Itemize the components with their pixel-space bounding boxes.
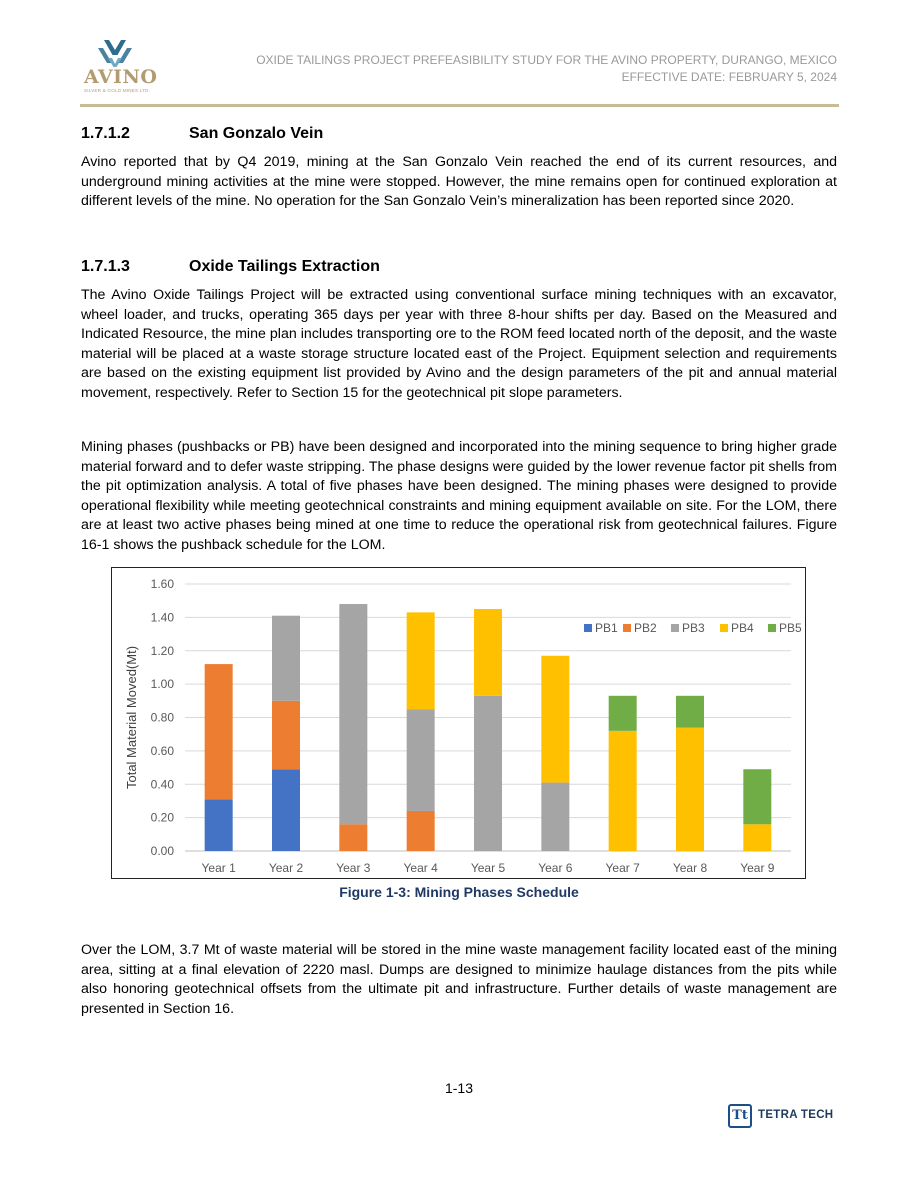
- y-tick-label: 1.60: [150, 577, 174, 591]
- bar-pb2: [272, 701, 300, 769]
- y-tick-label: 1.20: [150, 643, 174, 658]
- bar-pb3: [474, 696, 502, 851]
- tetra-tech-logo-icon: Tt: [728, 1104, 752, 1128]
- x-tick-label: Year 2: [268, 861, 304, 875]
- paragraph: The Avino Oxide Tailings Project will be extracted using conventional surface mining techniques with an excavator, wheel loader, and trucks, operating 365 days per year with three 8-hour shifts per day. Based on the Measured and Indicated Resource, the mine plan includes transporting ore to the ROM feed located north of the deposit, and the waste material will be placed at a waste storage structure located east of the Project. Equipment selection and requirements are based on the existing equipment list provided by Avino and the design parameters of the pit and annual material movement, respectively. Refer to Section 15 for the geotechnical pit slope parameters.: [81, 287, 837, 401]
- bar-pb2: [205, 664, 233, 799]
- bar-pb4: [407, 612, 435, 709]
- x-tick-label: Year 7: [605, 861, 640, 875]
- figure-caption: Figure 1-3: Mining Phases Schedule: [339, 884, 579, 900]
- bar-pb4: [474, 609, 502, 696]
- bar-pb2: [407, 811, 435, 851]
- x-tick-label: Year 9: [740, 861, 775, 875]
- bar-pb4: [676, 728, 704, 851]
- y-tick-label: 0.20: [150, 810, 174, 825]
- legend-label: PB5: [779, 621, 802, 635]
- legend-label: PB2: [634, 621, 657, 635]
- section-title: San Gonzalo Vein: [189, 125, 324, 142]
- x-tick-label: Year 1: [201, 861, 236, 875]
- bar-pb4: [743, 824, 771, 851]
- legend-label: PB4: [731, 621, 754, 635]
- tetra-tech-wordmark: TETRA TECH: [758, 1109, 834, 1121]
- legend-swatch: [671, 624, 679, 632]
- paragraph: Over the LOM, 3.7 Mt of waste material will be stored in the mine waste management facility located east of the mining area, sitting at a final elevation of 2220 masl. Dumps are designed to minimize haulage distances from the pits while also honoring geotechnical offsets from the ultimate pit and infrastructure. Further details of waste management are presented in Section 16.: [81, 942, 837, 1017]
- bar-pb3: [541, 783, 569, 851]
- legend-label: PB3: [682, 621, 705, 635]
- logo-wordmark: AVINO: [84, 66, 158, 88]
- section-heading: [81, 258, 380, 276]
- bar-pb4: [609, 731, 637, 851]
- bar-pb1: [272, 769, 300, 851]
- x-tick-label: Year 5: [470, 861, 506, 875]
- mining-phases-chart: [111, 567, 806, 879]
- bar-pb4: [541, 656, 569, 783]
- x-tick-label: Year 8: [672, 861, 708, 875]
- bar-pb3: [407, 709, 435, 811]
- x-tick-label: Year 4: [403, 861, 438, 875]
- page-number: 1-13: [444, 1080, 474, 1096]
- y-axis-label: Total Material Moved(Mt): [124, 645, 139, 790]
- bar-pb3: [272, 616, 300, 701]
- report-title: OXIDE TAILINGS PROJECT PREFEASIBILITY STUDY FOR THE AVINO PROPERTY, DURANGO, MEXICO: [256, 53, 837, 67]
- section-number: 1.7.1.3: [81, 258, 130, 275]
- bar-pb2: [339, 824, 367, 851]
- bar-pb3: [339, 604, 367, 824]
- legend-swatch: [584, 624, 592, 632]
- y-tick-label: 0.80: [150, 710, 174, 725]
- legend-label: PB1: [595, 621, 618, 635]
- legend-swatch: [623, 624, 631, 632]
- y-tick-label: 0.00: [150, 844, 174, 858]
- bar-pb5: [676, 696, 704, 728]
- section-heading: [81, 125, 323, 143]
- bar-pb5: [609, 696, 637, 731]
- y-tick-label: 1.40: [150, 610, 174, 625]
- bar-pb1: [205, 799, 233, 851]
- x-tick-label: Year 3: [336, 861, 371, 875]
- paragraph: Avino reported that by Q4 2019, mining at the San Gonzalo Vein reached the end of its current resources, and underground mining activities at the mine were stopped. However, the mine remains open for continued exploration at different levels of the mine. No operation for the San Gonzalo Vein’s mineralization has been reported since 2020.: [81, 154, 837, 209]
- section-number: 1.7.1.2: [81, 125, 130, 142]
- y-tick-label: 0.40: [150, 777, 174, 792]
- section-title: Oxide Tailings Extraction: [189, 258, 380, 275]
- y-tick-label: 1.00: [150, 677, 174, 692]
- y-tick-label: 0.60: [150, 743, 174, 758]
- paragraph: Mining phases (pushbacks or PB) have been designed and incorporated into the mining sequence to bring higher grade material forward and to defer waste stripping. The phase designs were guided by the lower revenue factor pit shells from the pit optimization analysis. A total of five phases have been designed. The mining phases were designed to provide operational flexibility while meeting geotechnical constraints and mining equipment available on site. For the LOM, there are at least two active phases being mined at one time to reduce the operational risk from geotechnical failures. Figure 16-1 shows the pushback schedule for the LOM.: [81, 439, 837, 553]
- legend-swatch: [768, 624, 776, 632]
- legend-swatch: [720, 624, 728, 632]
- effective-date: EFFECTIVE DATE: FEBRUARY 5, 2024: [621, 70, 837, 84]
- x-tick-label: Year 6: [538, 861, 573, 875]
- header-divider: [80, 104, 839, 107]
- bar-pb5: [743, 769, 771, 824]
- logo-subtitle: SILVER & GOLD MINES LTD.: [84, 88, 151, 93]
